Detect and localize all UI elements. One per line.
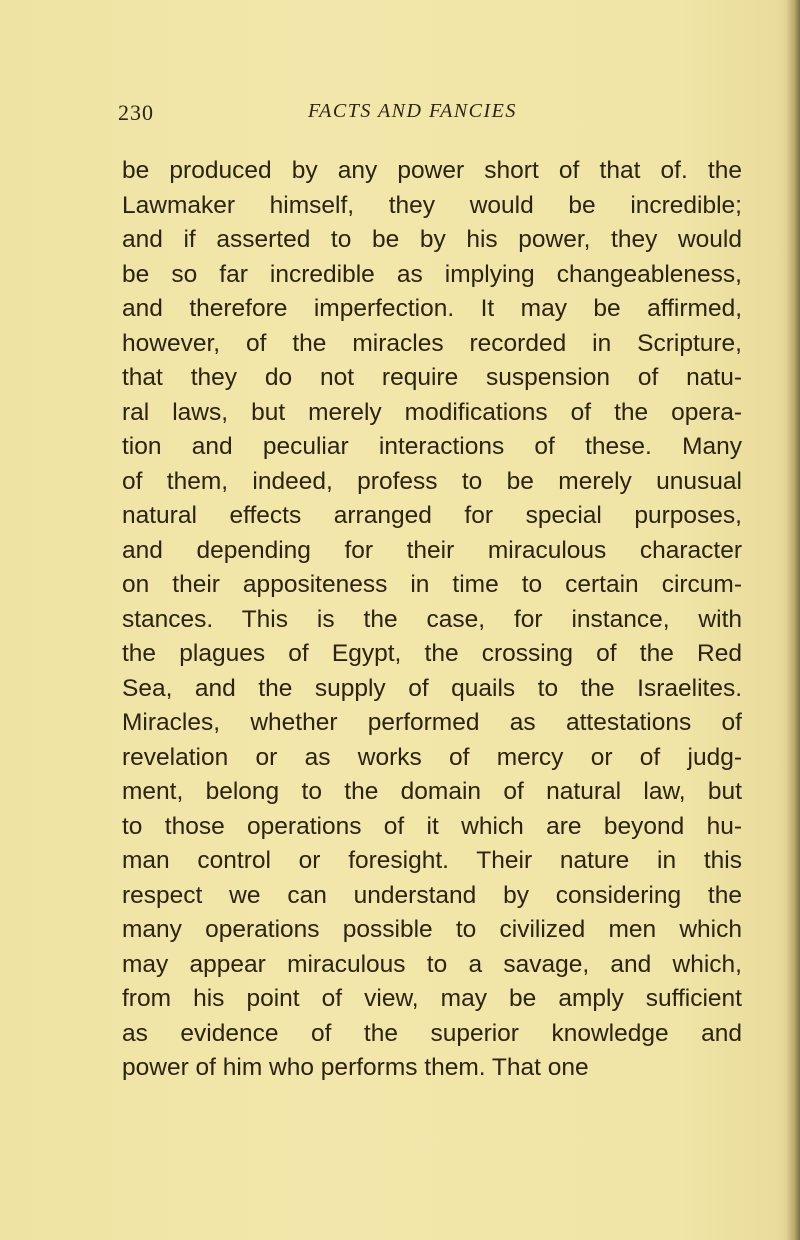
running-head <box>118 100 738 130</box>
text-line: power of him who performs them. That one <box>122 1054 589 1081</box>
text-line: tion and peculiar interactions of these. Many <box>122 433 742 460</box>
text-line: man control or foresight. Their nature in this <box>122 847 742 874</box>
text-line: be so far incredible as implying changeableness, <box>122 260 742 288</box>
running-title: FACTS AND FANCIES <box>308 100 517 122</box>
text-line: as evidence of the superior knowledge and <box>122 1019 742 1047</box>
text-line: to those operations of it which are beyond hu- <box>122 812 742 840</box>
text-line: stances. This is the case, for instance, with <box>122 605 742 633</box>
text-line: Sea, and the supply of quails to the Israelites. <box>122 674 742 702</box>
text-line: from his point of view, may be amply sufficient <box>122 985 742 1012</box>
text-line: may appear miraculous to a savage, and which, <box>122 950 742 978</box>
text-line: many operations possible to civilized men which <box>122 916 742 943</box>
text-line: that they do not require suspension of natu- <box>122 364 742 391</box>
body-text <box>122 154 742 1086</box>
text-line: on their appositeness in time to certain circum- <box>122 571 742 598</box>
text-line: respect we can understand by considering the <box>122 881 742 909</box>
text-line: natural effects arranged for special purposes, <box>122 502 742 529</box>
text-line: and depending for their miraculous character <box>122 536 742 564</box>
text-line: Miracles, whether performed as attestations of <box>122 709 742 736</box>
text-line: the plagues of Egypt, the crossing of the Red <box>122 640 742 667</box>
text-line: however, of the miracles recorded in Scripture, <box>122 329 742 357</box>
text-line: of them, indeed, profess to be merely unusual <box>122 467 742 495</box>
text-line: ment, belong to the domain of natural law, but <box>122 778 742 805</box>
text-line: be produced by any power short of that of. the <box>122 157 742 184</box>
text-line: Lawmaker himself, they would be incredible; <box>122 191 742 219</box>
text-line: revelation or as works of mercy or of judg- <box>122 743 742 771</box>
text-line: and therefore imperfection. It may be affirmed, <box>122 295 742 322</box>
page-number: 230 <box>118 100 154 125</box>
text-line: ral laws, but merely modifications of the opera- <box>122 398 742 426</box>
page-edge-shadow <box>786 0 800 1240</box>
text-line: and if asserted to be by his power, they would <box>122 226 742 253</box>
